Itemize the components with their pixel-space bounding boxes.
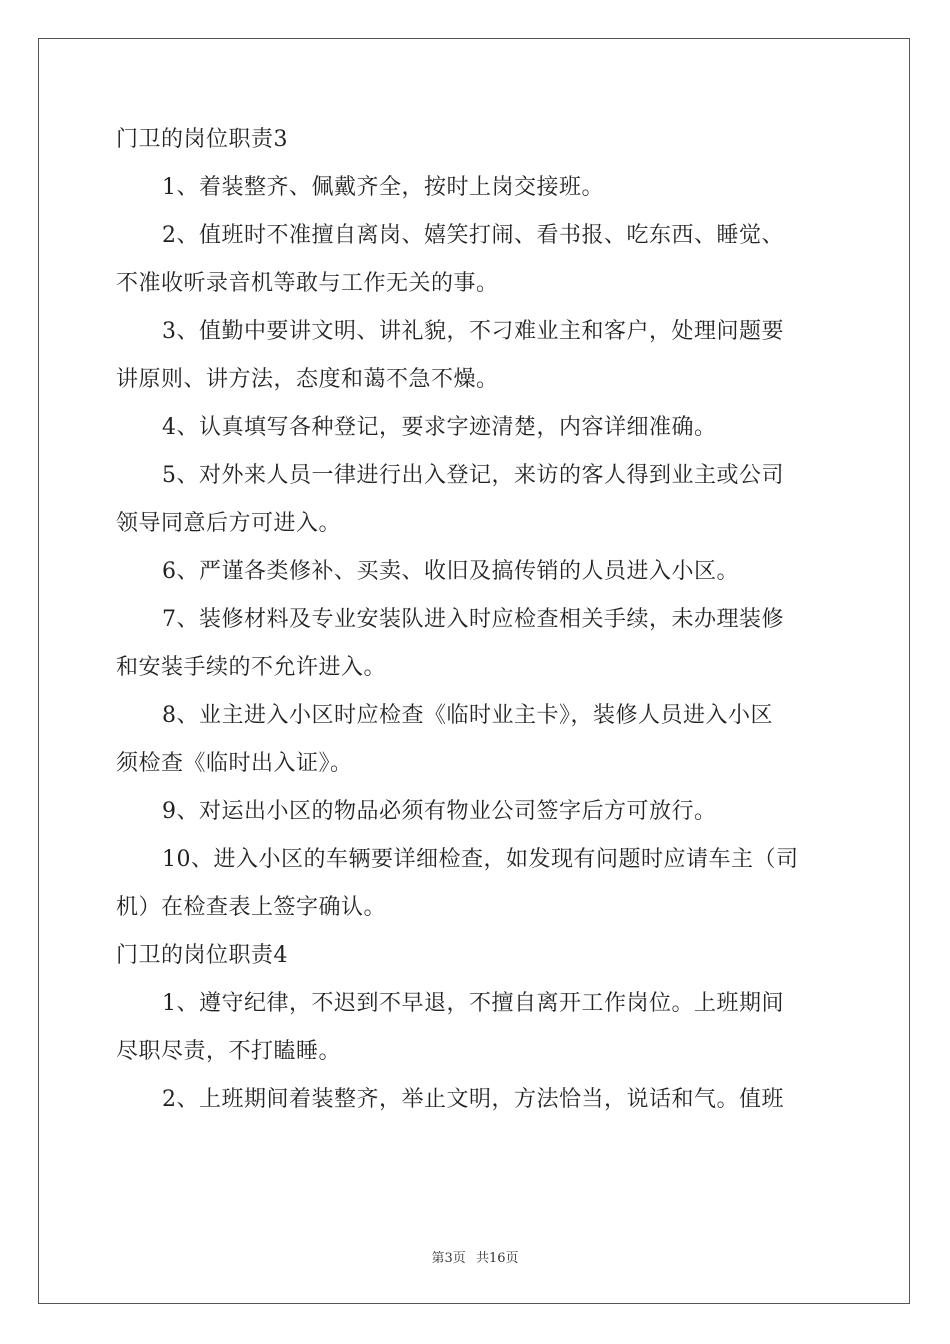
paragraph-line: 8、业主进入小区时应检查《临时业主卡》，装修人员进入小区 (162, 703, 773, 728)
paragraph-line: 机）在检查表上签字确认。 (116, 895, 387, 920)
section-heading: 门卫的岗位职责3 (116, 127, 288, 152)
paragraph-line: 2、上班期间着装整齐，举止文明，方法恰当，说话和气。值班 (162, 1087, 784, 1112)
paragraph-line: 须检查《临时出入证》。 (116, 751, 353, 776)
paragraph-line: 5、对外来人员一律进行出入登记，来访的客人得到业主或公司 (162, 463, 784, 488)
paragraph-line: 4、认真填写各种登记，要求字迹清楚，内容详细准确。 (162, 415, 717, 440)
paragraph-line: 3、值勤中要讲文明、讲礼貌，不刁难业主和客户，处理问题要 (162, 319, 784, 344)
paragraph-line: 不准收听录音机等敢与工作无关的事。 (116, 271, 499, 296)
paragraph-line: 和安装手续的不允许进入。 (116, 655, 387, 680)
paragraph-line: 9、对运出小区的物品必须有物业公司签字后方可放行。 (162, 799, 717, 824)
section-heading: 门卫的岗位职责4 (116, 943, 288, 968)
paragraph-line: 2、值班时不准擅自离岗、嬉笑打闹、看书报、吃东西、睡觉、 (162, 223, 784, 248)
page-number: 第3页 (431, 1251, 466, 1266)
paragraph-line: 尽职尽责，不打瞌睡。 (116, 1039, 342, 1064)
document-body (116, 128, 836, 1136)
paragraph-line: 10、进入小区的车辆要详细检查，如发现有问题时应请车主（司 (162, 847, 799, 872)
paragraph-line: 讲原则、讲方法，态度和蔼不急不燥。 (116, 367, 499, 392)
paragraph-line: 1、遵守纪律，不迟到不早退，不擅自离开工作岗位。上班期间 (162, 991, 784, 1016)
paragraph-line: 6、严谨各类修补、买卖、收旧及搞传销的人员进入小区。 (162, 559, 739, 584)
paragraph-line: 1、着装整齐、佩戴齐全，按时上岗交接班。 (162, 175, 604, 200)
paragraph-line: 领导同意后方可进入。 (116, 511, 342, 536)
paragraph-line: 7、装修材料及专业安装队进入时应检查相关手续，未办理装修 (162, 607, 784, 632)
page-total: 共16页 (475, 1251, 519, 1266)
page-footer (0, 1247, 950, 1266)
